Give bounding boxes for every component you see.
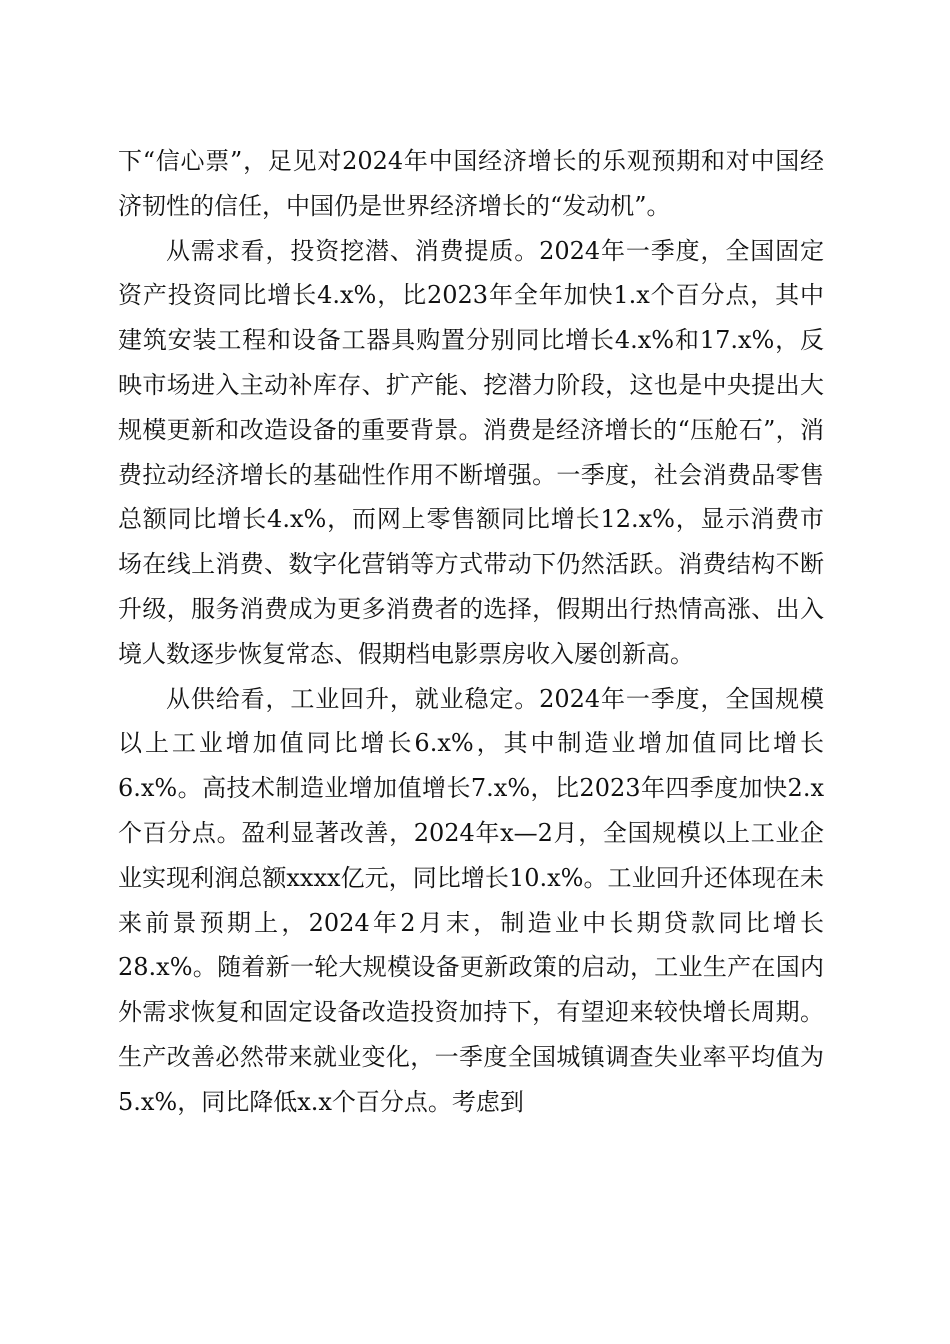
paragraph-continuation: 下“信心票”，足见对2024年中国经济增长的乐观预期和对中国经济韧性的信任，中国仍是世界经济增长的“发动机”。 <box>118 147 824 220</box>
document-body <box>118 139 824 1125</box>
paragraph-supply: 从供给看，工业回升，就业稳定。2024年一季度，全国规模以上工业增加值同比增长6.x%，其中制造业增加值同比增长6.x%。高技术制造业增加值增长7.x%，比2023年四季度加快2.x个百分点。盈利显著改善，2024年x—2月，全国规模以上工业企业实现利润总额xxxx亿元，同比增长10.x%。工业回升还体现在未来前景预期上，2024年2月末，制造业中长期贷款同比增长28.x%。随着新一轮大规模设备更新政策的启动，工业生产在国内外需求恢复和固定设备改造投资加持下，有望迎来较快增长周期。生产改善必然带来就业变化，一季度全国城镇调查失业率平均值为5.x%，同比降低x.x个百分点。考虑到 <box>118 684 824 1116</box>
paragraph-demand: 从需求看，投资挖潜、消费提质。2024年一季度，全国固定资产投资同比增长4.x%，比2023年全年加快1.x个百分点，其中建筑安装工程和设备工器具购置分别同比增长4.x%和17.x%，反映市场进入主动补库存、扩产能、挖潜力阶段，这也是中央提出大规模更新和改造设备的重要背景。消费是经济增长的“压舱石”，消费拉动经济增长的基础性作用不断增强。一季度，社会消费品零售总额同比增长4.x%，而网上零售额同比增长12.x%，显示消费市场在线上消费、数字化营销等方式带动下仍然活跃。消费结构不断升级，服务消费成为更多消费者的选择，假期出行热情高涨、出入境人数逐步恢复常态、假期档电影票房收入屡创新高。 <box>118 236 824 668</box>
